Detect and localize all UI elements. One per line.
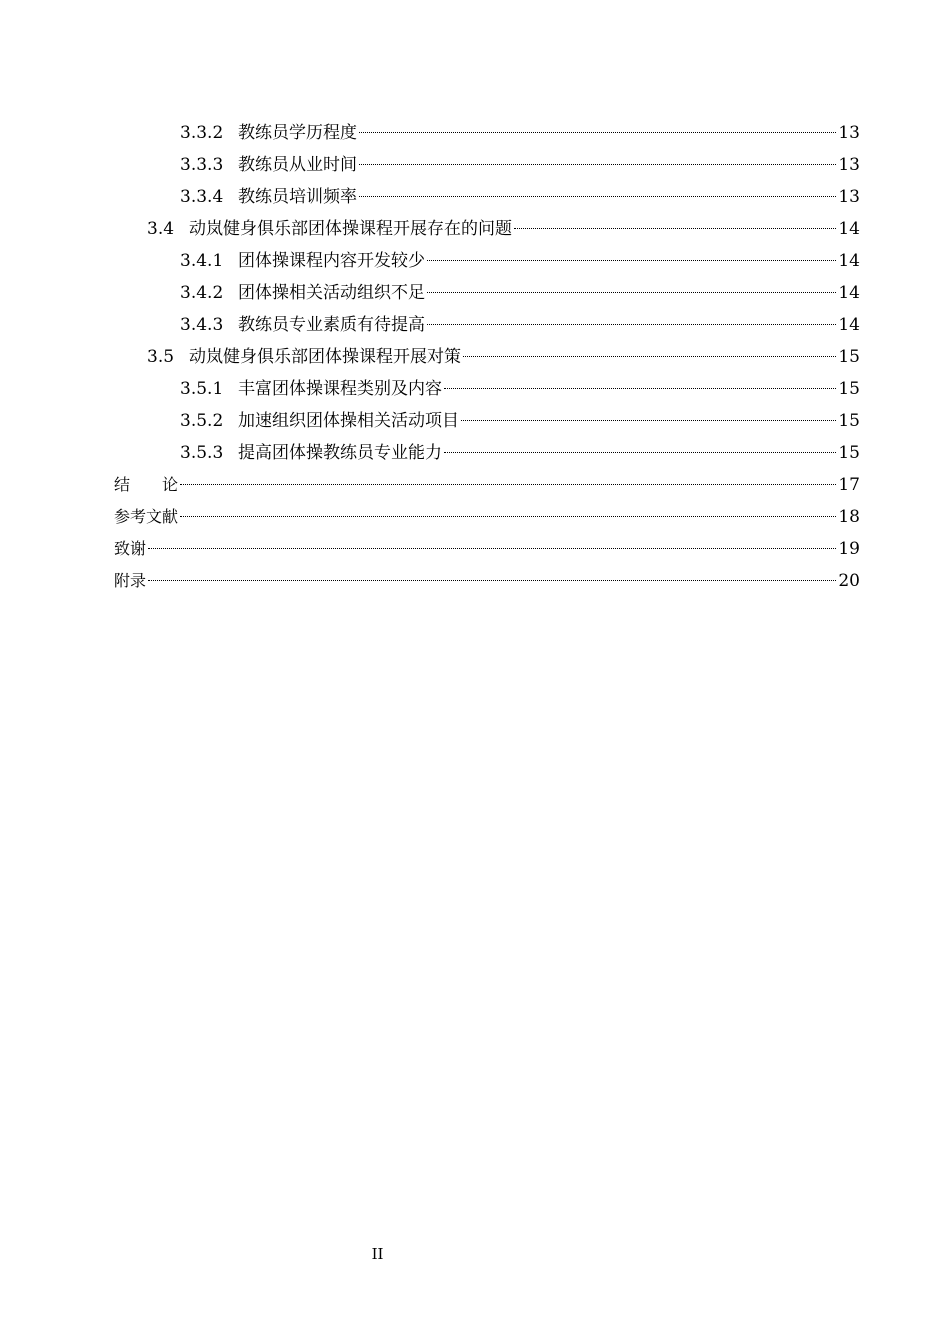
toc-page-number: 14 — [838, 251, 860, 271]
toc-entry[interactable] — [114, 277, 860, 309]
dot-leader — [427, 292, 836, 293]
toc-number: 3.4.2 — [180, 283, 224, 303]
toc-number: 3.5 — [147, 347, 175, 367]
toc-title: 致谢 — [114, 539, 147, 558]
toc-entry[interactable] — [114, 245, 860, 277]
dot-leader — [444, 452, 836, 453]
dot-leader — [359, 132, 836, 133]
toc-title: 动岚健身俱乐部团体操课程开展对策 — [189, 347, 461, 367]
toc-title: 团体操相关活动组织不足 — [238, 283, 425, 303]
dot-leader — [461, 420, 836, 421]
toc-entry[interactable] — [114, 341, 860, 373]
toc-page-number: 13 — [838, 123, 860, 143]
toc-number: 3.4.1 — [180, 251, 224, 271]
toc-title: 教练员学历程度 — [238, 123, 357, 143]
toc-title: 团体操课程内容开发较少 — [238, 251, 425, 271]
dot-leader — [359, 164, 836, 165]
toc-entry-references[interactable] — [114, 501, 860, 533]
toc-page-number: 14 — [838, 219, 860, 239]
toc-page-number: 14 — [838, 315, 860, 335]
toc-entry[interactable] — [114, 309, 860, 341]
dot-leader — [148, 548, 836, 549]
toc-entry[interactable] — [114, 437, 860, 469]
toc-page-number: 18 — [838, 507, 860, 527]
dot-leader — [180, 516, 836, 517]
toc-page-number: 15 — [838, 443, 860, 463]
page-footer-number: II — [371, 1245, 384, 1263]
toc-number: 3.5.3 — [180, 443, 224, 463]
toc-page-number: 17 — [838, 475, 860, 495]
dot-leader — [514, 228, 836, 229]
dot-leader — [463, 356, 836, 357]
toc-title: 结 论 — [114, 475, 179, 494]
toc-entry[interactable] — [114, 405, 860, 437]
toc-title: 附录 — [114, 571, 147, 590]
toc-page-number: 15 — [838, 347, 860, 367]
toc-entry[interactable] — [114, 373, 860, 405]
dot-leader — [180, 484, 836, 485]
toc-number: 3.3.3 — [180, 155, 224, 175]
toc-number: 3.4.3 — [180, 315, 224, 335]
toc-number: 3.3.4 — [180, 187, 224, 207]
dot-leader — [427, 324, 836, 325]
dot-leader — [444, 388, 836, 389]
toc-title: 教练员专业素质有待提高 — [238, 315, 425, 335]
toc-number: 3.5.1 — [180, 379, 224, 399]
toc-entry[interactable] — [114, 149, 860, 181]
toc-number: 3.3.2 — [180, 123, 224, 143]
toc-number: 3.4 — [147, 219, 175, 239]
toc-entry-appendix[interactable] — [114, 565, 860, 597]
dot-leader — [148, 580, 836, 581]
dot-leader — [359, 196, 836, 197]
dot-leader — [427, 260, 836, 261]
toc-title: 加速组织团体操相关活动项目 — [238, 411, 459, 431]
toc-page-number: 19 — [838, 539, 860, 559]
toc-title: 参考文献 — [114, 507, 179, 526]
toc-entry[interactable] — [114, 117, 860, 149]
toc-page-number: 15 — [838, 379, 860, 399]
toc-entry-acknowledgements[interactable] — [114, 533, 860, 565]
table-of-contents — [114, 117, 860, 597]
toc-title: 丰富团体操课程类别及内容 — [238, 379, 442, 399]
toc-entry[interactable] — [114, 181, 860, 213]
toc-page-number: 15 — [838, 411, 860, 431]
toc-page-number: 13 — [838, 155, 860, 175]
toc-page-number: 13 — [838, 187, 860, 207]
toc-number: 3.5.2 — [180, 411, 224, 431]
toc-title: 教练员从业时间 — [238, 155, 357, 175]
toc-title: 提高团体操教练员专业能力 — [238, 443, 442, 463]
toc-title: 动岚健身俱乐部团体操课程开展存在的问题 — [189, 219, 512, 239]
toc-page-number: 14 — [838, 283, 860, 303]
toc-page-number: 20 — [838, 571, 860, 591]
toc-title: 教练员培训频率 — [238, 187, 357, 207]
toc-entry-conclusion[interactable] — [114, 469, 860, 501]
toc-entry[interactable] — [114, 213, 860, 245]
